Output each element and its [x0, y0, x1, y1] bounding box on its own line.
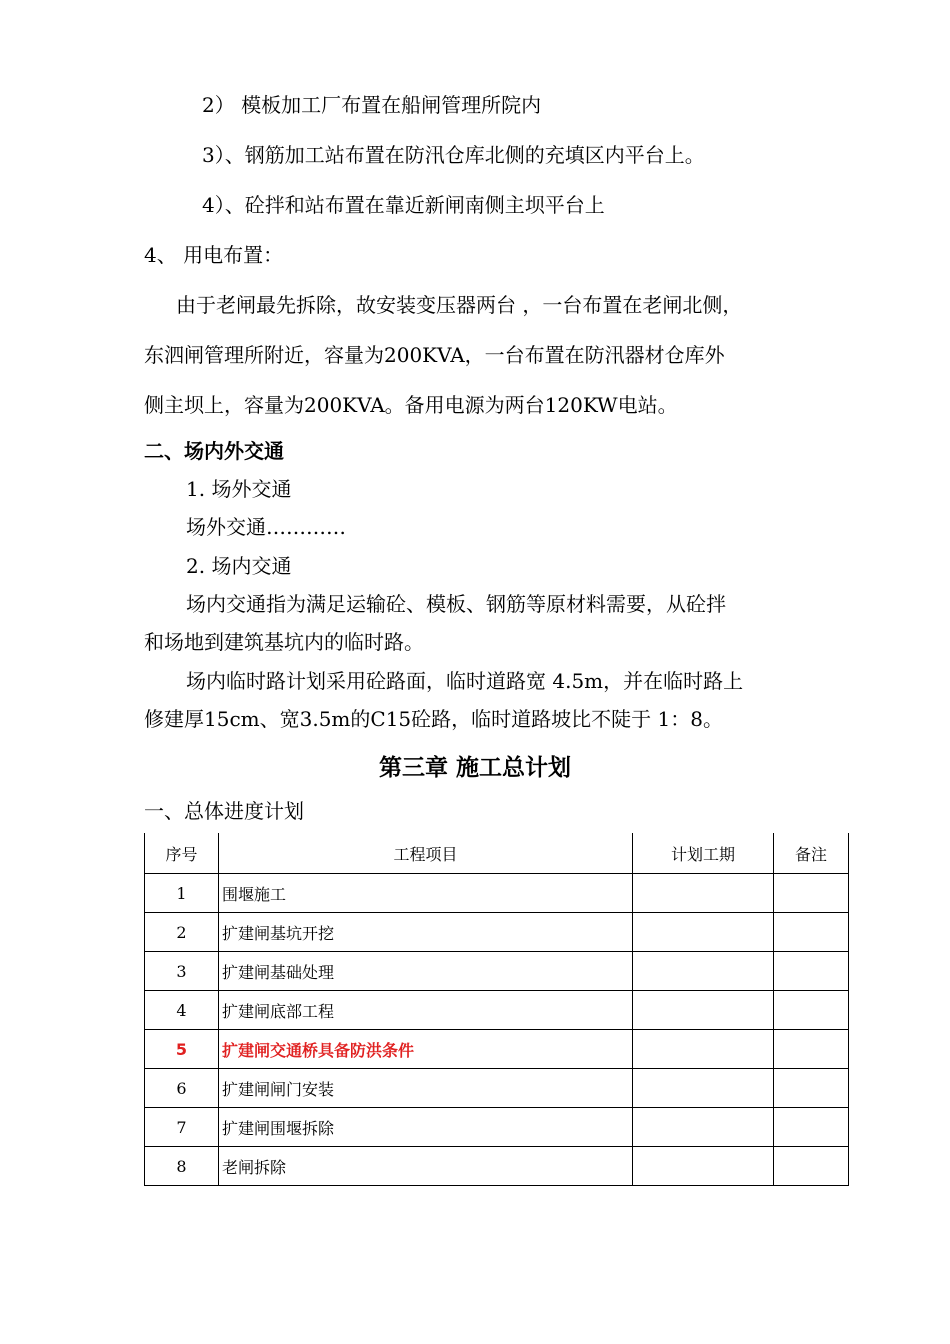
table-row — [145, 991, 849, 1030]
power-paragraph-line-1: 由于老闸最先拆除，故安装变压器两台 ，一台布置在老闸北侧， — [176, 293, 743, 317]
row-item: 扩建闸基础处理 — [219, 952, 633, 991]
schedule-table — [144, 833, 849, 1186]
header-no: 序号 — [145, 833, 219, 874]
row-no: 4 — [145, 991, 219, 1030]
external-traffic-heading: 1. 场外交通 — [186, 477, 292, 501]
table-row — [145, 1069, 849, 1108]
row-note — [774, 1030, 849, 1069]
site-item-4: 4）、砼拌和站布置在靠近新闸南侧主坝平台上 — [202, 193, 605, 217]
internal-traffic-heading: 2. 场内交通 — [186, 554, 292, 578]
table-row — [145, 1147, 849, 1186]
row-duration — [633, 991, 774, 1030]
external-traffic-text: 场外交通………… — [186, 515, 346, 539]
row-duration — [633, 1030, 774, 1069]
row-item: 扩建闸交通桥具备防洪条件 — [219, 1030, 633, 1069]
site-item-3: 3）、钢筋加工站布置在防汛仓库北侧的充填区内平台上。 — [202, 143, 705, 167]
row-note — [774, 874, 849, 913]
row-note — [774, 991, 849, 1030]
internal-traffic-line-1: 场内交通指为满足运输砼、模板、钢筋等原材料需要，从砼拌 — [186, 592, 726, 616]
table-row — [145, 913, 849, 952]
row-item: 扩建闸基坑开挖 — [219, 913, 633, 952]
traffic-section-heading: 二、场内外交通 — [144, 439, 284, 463]
power-heading: 4、 用电布置： — [144, 243, 284, 267]
chapter-title: 第三章 施工总计划 — [378, 755, 571, 781]
section-title: 一、总体进度计划 — [144, 799, 304, 823]
row-duration — [633, 874, 774, 913]
row-no: 3 — [145, 952, 219, 991]
row-duration — [633, 1147, 774, 1186]
row-duration — [633, 952, 774, 991]
row-note — [774, 1147, 849, 1186]
row-note — [774, 952, 849, 991]
internal-traffic-line-2: 和场地到建筑基坑内的临时路。 — [144, 630, 424, 654]
row-item: 围堰施工 — [219, 874, 633, 913]
row-no: 7 — [145, 1108, 219, 1147]
site-item-2: 2） 模板加工厂布置在船闸管理所院内 — [202, 93, 542, 117]
header-item: 工程项目 — [219, 833, 633, 874]
row-item: 扩建闸围堰拆除 — [219, 1108, 633, 1147]
row-duration — [633, 913, 774, 952]
row-item: 扩建闸底部工程 — [219, 991, 633, 1030]
power-paragraph-line-3: 侧主坝上，容量为200KVA。备用电源为两台120KW电站。 — [144, 393, 678, 417]
row-item: 扩建闸闸门安装 — [219, 1069, 633, 1108]
row-no: 8 — [145, 1147, 219, 1186]
row-no: 2 — [145, 913, 219, 952]
table-header-row — [145, 833, 849, 874]
row-note — [774, 1108, 849, 1147]
row-duration — [633, 1069, 774, 1108]
temp-road-line-1: 场内临时路计划采用砼路面，临时道路宽 4.5m，并在临时路上 — [186, 669, 744, 693]
table-row — [145, 952, 849, 991]
table-row-highlighted — [145, 1030, 849, 1069]
row-duration — [633, 1108, 774, 1147]
table-row — [145, 874, 849, 913]
temp-road-line-2: 修建厚15cm、宽3.5m的C15砼路，临时道路坡比不陡于 1：8。 — [144, 707, 723, 731]
power-paragraph-line-2: 东泗闸管理所附近，容量为200KVA，一台布置在防汛器材仓库外 — [144, 343, 725, 367]
table-row — [145, 1108, 849, 1147]
row-no: 1 — [145, 874, 219, 913]
row-note — [774, 913, 849, 952]
row-no: 6 — [145, 1069, 219, 1108]
row-item: 老闸拆除 — [219, 1147, 633, 1186]
header-note: 备注 — [774, 833, 849, 874]
row-note — [774, 1069, 849, 1108]
row-no: 5 — [145, 1030, 219, 1069]
header-duration: 计划工期 — [633, 833, 774, 874]
